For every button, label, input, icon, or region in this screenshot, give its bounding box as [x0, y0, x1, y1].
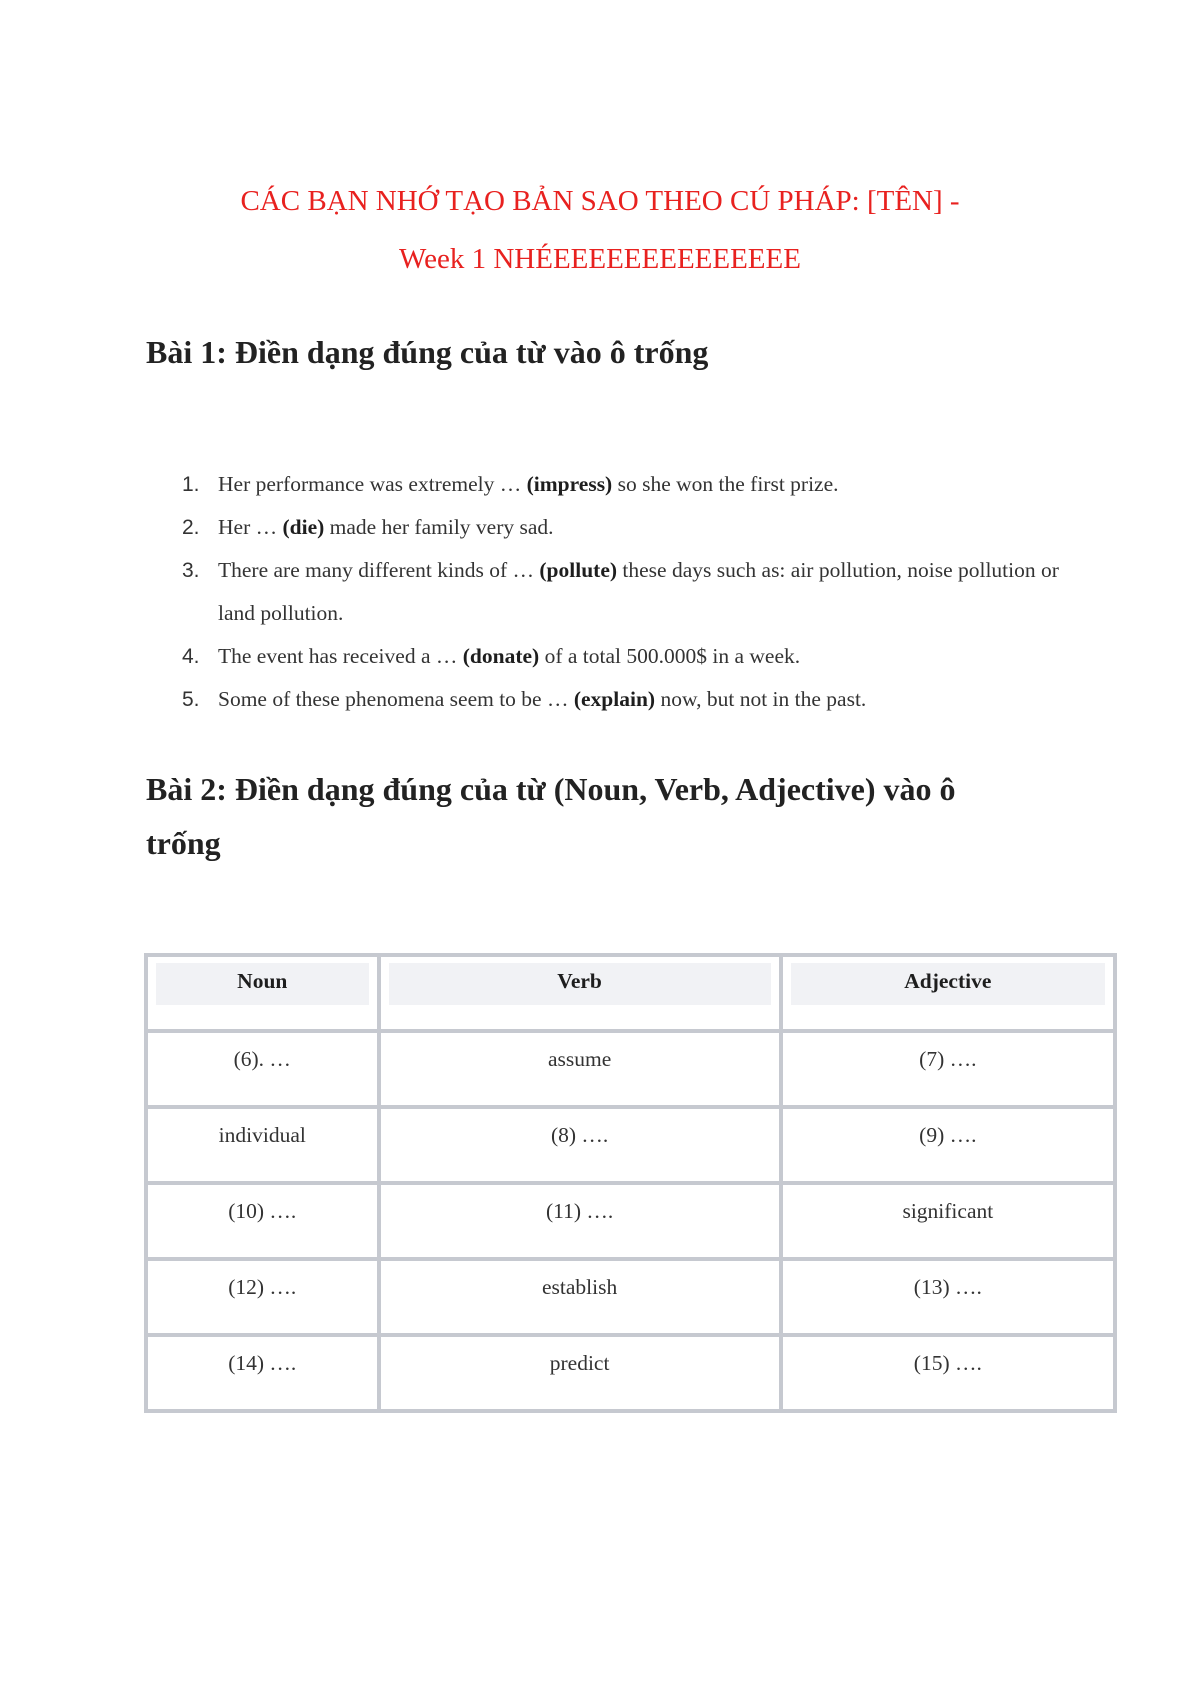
exercise-1-heading: Bài 1: Điền dạng đúng của từ vào ô trống	[146, 334, 709, 370]
table-cell	[379, 1107, 781, 1183]
table-cell	[379, 1183, 781, 1259]
item-text-after: these days such as: air pollution, noise pollution or land pollution.	[218, 558, 1059, 625]
header-label: Adjective	[791, 963, 1105, 1005]
item-text-after: now, but not in the past.	[655, 687, 867, 711]
exercise-2-heading-line-2: trống	[146, 825, 221, 861]
cell-text: establish	[541, 1275, 618, 1299]
header-label: Verb	[389, 963, 771, 1005]
item-keyword: (pollute)	[539, 558, 618, 582]
header-adjective	[781, 955, 1115, 1031]
cell-text: (7) ….	[919, 1047, 977, 1071]
word-form-table	[144, 953, 1117, 1413]
item-number: 3.	[182, 559, 200, 582]
item-text-after: so she won the first prize.	[612, 472, 839, 496]
table-cell	[146, 1335, 379, 1411]
table-cell	[379, 1259, 781, 1335]
cell-text: (14) ….	[228, 1351, 297, 1375]
table-cell	[146, 1031, 379, 1107]
table-cell	[781, 1031, 1115, 1107]
table-cell	[379, 1031, 781, 1107]
notice-line-2: Week 1 NHÉEEEEEEEEEEEEEE	[399, 243, 801, 275]
cell-text: (12) ….	[228, 1275, 297, 1299]
item-text-before: Some of these phenomena seem to be …	[218, 687, 574, 711]
item-keyword: (explain)	[573, 687, 656, 711]
list-item	[146, 678, 1076, 721]
cell-text: (6). …	[233, 1047, 291, 1071]
cell-text: (8) ….	[550, 1123, 609, 1147]
table-cell	[379, 1335, 781, 1411]
item-number: 4.	[182, 645, 200, 668]
item-text-before: There are many different kinds of …	[218, 558, 540, 582]
notice-line-1: CÁC BẠN NHỚ TẠO BẢN SAO THEO CÚ PHÁP: [TÊN] -	[240, 185, 960, 217]
item-text-after: of a total 500.000$ in a week.	[539, 644, 801, 668]
table-cell	[781, 1335, 1115, 1411]
cell-text: (15) ….	[913, 1351, 982, 1375]
exercise-2-heading	[146, 762, 956, 870]
cell-text: (11) ….	[545, 1199, 614, 1223]
item-number: 1.	[182, 473, 200, 496]
item-keyword: (die)	[282, 515, 325, 539]
list-item	[146, 506, 1076, 549]
header-label: Noun	[156, 963, 369, 1005]
table-row	[146, 1259, 1115, 1335]
item-number: 5.	[182, 688, 200, 711]
item-text-before: Her …	[218, 515, 283, 539]
cell-text: predict	[549, 1351, 610, 1375]
list-item	[146, 635, 1076, 678]
table-cell	[146, 1183, 379, 1259]
table-row	[146, 1183, 1115, 1259]
table-row	[146, 1107, 1115, 1183]
table-cell	[781, 1259, 1115, 1335]
item-keyword: (donate)	[462, 644, 540, 668]
table-cell	[146, 1107, 379, 1183]
cell-text: (10) ….	[228, 1199, 297, 1223]
item-text-after: made her family very sad.	[324, 515, 554, 539]
cell-text: assume	[547, 1047, 612, 1071]
exercise-1-list	[146, 463, 1076, 721]
table-row	[146, 1031, 1115, 1107]
table-cell	[781, 1107, 1115, 1183]
item-number: 2.	[182, 516, 200, 539]
table-cell	[146, 1259, 379, 1335]
exercise-2-heading-line-1: Bài 2: Điền dạng đúng của từ (Noun, Verb, Adjective) vào ô	[146, 771, 956, 807]
cell-text: (9) ….	[919, 1123, 977, 1147]
item-text-before: Her performance was extremely …	[218, 472, 527, 496]
list-item	[146, 463, 1076, 506]
cell-text: individual	[218, 1123, 306, 1147]
notice-banner	[0, 172, 1200, 288]
table-header-row	[146, 955, 1115, 1031]
table-row	[146, 1335, 1115, 1411]
table-cell	[781, 1183, 1115, 1259]
cell-text: significant	[902, 1199, 994, 1223]
item-text-before: The event has received a …	[218, 644, 463, 668]
header-noun	[146, 955, 379, 1031]
cell-text: (13) ….	[913, 1275, 982, 1299]
header-verb	[379, 955, 781, 1031]
item-keyword: (impress)	[526, 472, 613, 496]
list-item	[146, 549, 1076, 635]
